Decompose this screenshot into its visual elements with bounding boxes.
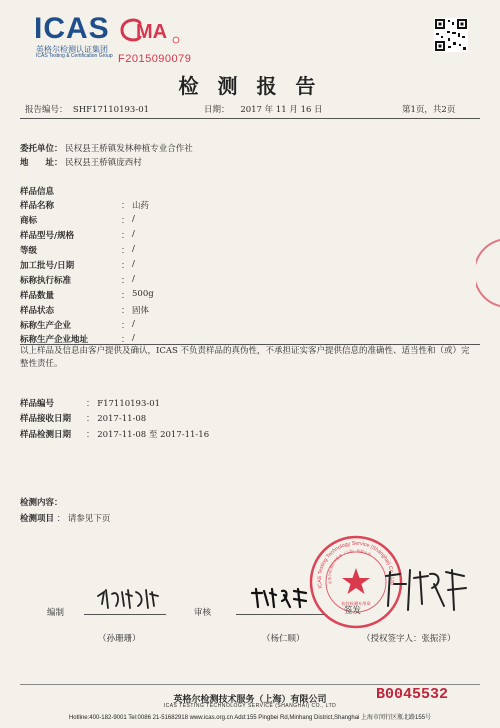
test-items: 检测项目 ： 请参见下页 <box>20 514 111 524</box>
sample-row: 样品名称 ： 山药 <box>20 201 150 211</box>
page-indicator: 第1页，共2页 <box>402 105 456 115</box>
qr-code-icon <box>434 18 468 52</box>
footer-company-en: ICAS TESTING TECHNOLOGY SERVICE (SHANGHAI) CO., LTD <box>163 703 337 709</box>
footer-contact: Hotline:400-182-9001 Tel:0086 21-51682918 www.icas.org.cn Add:155 Pingbei Rd,Minhang District,Shanghai 上海市闵行区瓶北路155号 <box>68 715 432 721</box>
svg-text:MA: MA <box>136 21 168 43</box>
test-content-heading: 检测内容： <box>20 498 63 508</box>
sample-row: 样品状态 ： 固体 <box>20 306 150 316</box>
icas-logo-cn: 英格尔检测认证集团 <box>36 45 108 54</box>
cma-number: F2015090079 <box>118 53 192 65</box>
header-divider <box>20 118 480 119</box>
reviewed-by-label: 审核 <box>194 608 212 618</box>
reviewed-name: （杨仁顺） <box>262 634 305 644</box>
sample-row: 样品数量 ： 500g <box>20 289 154 301</box>
footer-company-cn: 英格尔检测技术服务（上海）有限公司 <box>173 695 327 705</box>
approver-signature <box>380 566 470 616</box>
issued-label: 签发 <box>344 606 362 616</box>
report-number: 报告编号： SHF17110193-01 <box>25 105 150 115</box>
client-address: 地 址： 民权县王桥镇庞西村 <box>20 158 142 168</box>
sample-section-title: 样品信息 <box>20 187 55 197</box>
prepared-name: （孙珊珊） <box>98 634 141 644</box>
edge-seal-fragment <box>476 238 500 308</box>
cma-logo <box>118 14 180 46</box>
sample-row: 样品型号/规格 ： / <box>20 229 135 241</box>
report-date: 日期： 2017 年 11 月 16 日 <box>204 105 323 115</box>
reviewed-signature <box>248 585 312 611</box>
client-name: 委托单位： 民权县王桥镇发林种植专业合作社 <box>20 144 193 154</box>
sample-row: 标称执行标准 ： / <box>20 274 135 286</box>
sample-row: 标称生产企业地址 ： / <box>20 333 135 345</box>
sample-test-date: 样品检测日期 ： 2017-11-08 至 2017-11-16 <box>20 430 210 440</box>
svg-text:检验检测专用章: 检验检测专用章 <box>341 601 371 606</box>
svg-text:ICAS Testing Technology Servic: ICAS Testing Technology Service (Shanghai) Co., Ltd <box>316 540 396 589</box>
sample-row: 标称生产企业 ： / <box>20 319 135 331</box>
sample-row: 商标 ： / <box>20 214 135 226</box>
icas-logo-en: ICAS Testing & Certification Group <box>36 53 113 59</box>
approver-name: （授权签字人：张振洋） <box>362 634 456 644</box>
footer-divider <box>20 684 480 685</box>
prepared-signature <box>94 584 164 614</box>
prepared-by-label: 编制 <box>47 608 65 618</box>
icas-logo: ICAS <box>34 12 110 45</box>
sample-row: 加工批号/日期 ： / <box>20 259 135 271</box>
sample-row: 等级 ： / <box>20 244 135 256</box>
serial-number: B0045532 <box>376 686 449 703</box>
sample-number: 样品编号 ： F17110193-01 <box>20 399 161 409</box>
disclaimer-text: 以上样品及信息由客户提供及确认，ICAS 不负责样品的真伪性，不承担证实客户提供信息的准确性、适当性和（或）完整性责任。 <box>20 346 470 369</box>
sample-received-date: 样品接收日期 ： 2017-11-08 <box>20 414 147 424</box>
report-title: 检 测 报 告 <box>178 74 322 98</box>
prepared-line <box>84 614 166 615</box>
svg-text:英格尔检测技术服务（上海）有限公司: 英格尔检测技术服务（上海）有限公司 <box>327 548 372 585</box>
